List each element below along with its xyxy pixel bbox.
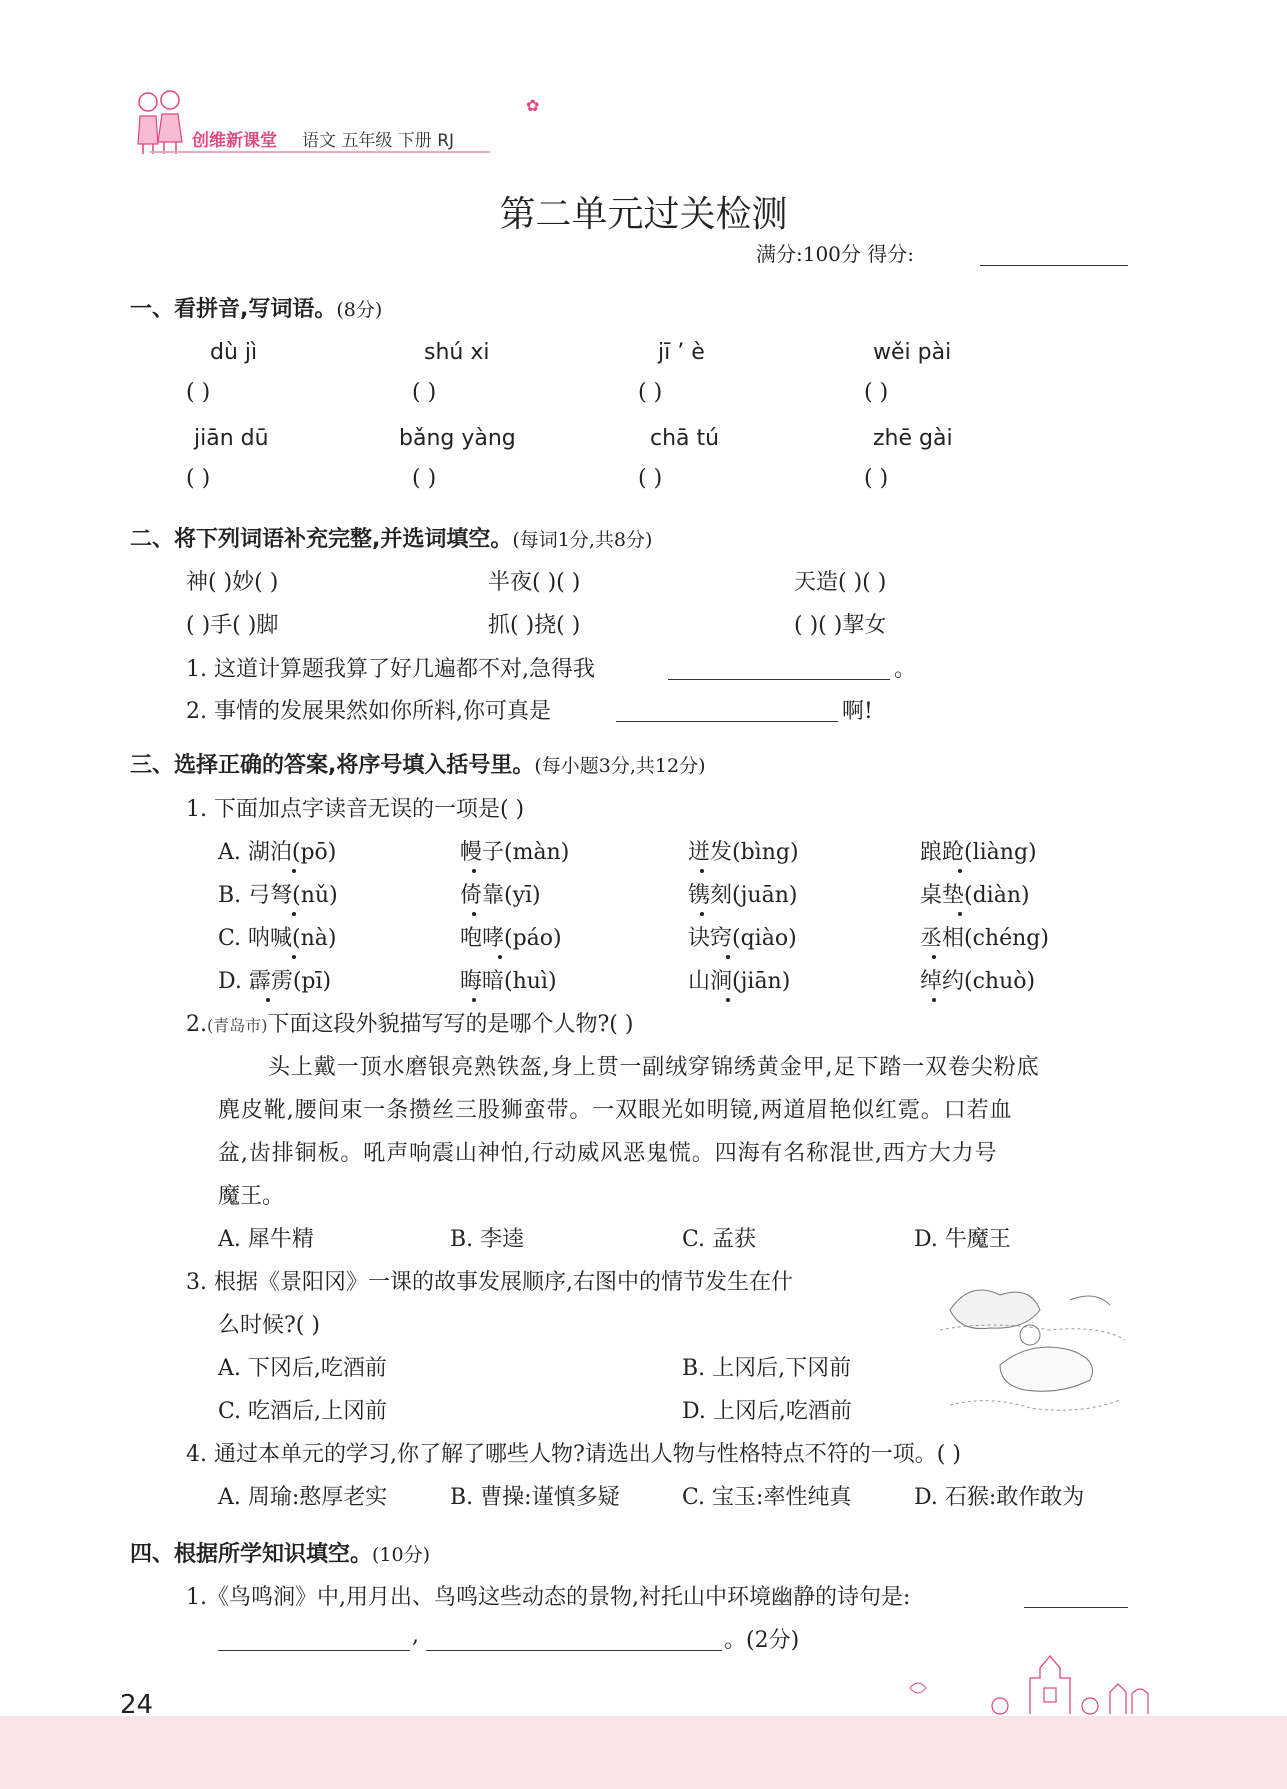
choice-question-1: 1. 下面加点字读音无误的一项是( ) (186, 797, 525, 822)
section2-heading: 二、将下列词语补充完整,并选词填空。(每词1分,共8分) (130, 527, 653, 552)
option-text[interactable]: A. 湖泊(pō) (218, 840, 337, 865)
answer-bracket[interactable]: ( ) (638, 466, 663, 491)
fill-question-poem-mid: , (412, 1623, 419, 1648)
emphasis-dot (700, 912, 704, 916)
passage-line: 魔王。 (218, 1184, 285, 1209)
emphasis-dot (292, 912, 296, 916)
emphasis-dot (472, 869, 476, 873)
option-text[interactable]: A. 下冈后,吃酒前 (218, 1356, 387, 1381)
option-text[interactable]: 绰约(chuò) (920, 969, 1036, 994)
pinyin-6: bǎng yàng (399, 426, 516, 451)
emphasis-dot (932, 955, 936, 959)
pinyin-7: chā tú (650, 426, 720, 451)
option-text[interactable]: 镌刻(juān) (688, 883, 798, 908)
option-text[interactable]: C. 孟获 (682, 1227, 757, 1252)
option-text[interactable]: C. 呐喊(nà) (218, 926, 337, 951)
pinyin-5: jiān dū (194, 426, 269, 451)
emphasis-dot (292, 869, 296, 873)
option-text[interactable]: C. 吃酒后,上冈前 (218, 1399, 388, 1424)
emphasis-dot (726, 998, 730, 1002)
choice-question-2: 2.(青岛市)下面这段外貌描写写的是哪个人物?( ) (186, 1012, 634, 1037)
passage-line: 麂皮靴,腰间束一条攒丝三股狮蛮带。一双眼光如明镜,两道眉艳似红霓。口若血 (218, 1098, 1013, 1123)
fill-question-poem: 1.《鸟鸣涧》中,用月出、鸟鸣这些动态的景物,衬托山中环境幽静的诗句是: (186, 1585, 911, 1610)
section4-heading: 四、根据所学知识填空。(10分) (130, 1542, 431, 1567)
flower-icon: ✿ (526, 96, 540, 115)
answer-blank[interactable] (616, 721, 838, 722)
idiom-item[interactable]: ( )手( )脚 (186, 613, 279, 638)
answer-bracket[interactable]: ( ) (186, 380, 211, 405)
answer-bracket[interactable]: ( ) (864, 466, 889, 491)
pinyin-3: jī ’ è (658, 340, 705, 365)
section1-heading: 一、看拼音,写词语。(8分) (130, 297, 383, 322)
wusong-tiger-illustration (930, 1270, 1130, 1420)
fill-question-1-end: 。 (894, 657, 917, 682)
option-text[interactable]: 山涧(jiān) (688, 969, 791, 994)
answer-bracket[interactable]: ( ) (186, 466, 211, 491)
option-text[interactable]: 诀窍(qiào) (688, 926, 797, 951)
passage-line: 头上戴一顶水磨银亮熟铁盔,身上贯一副绒穿锦绣黄金甲,足下踏一双卷尖粉底 (268, 1055, 1040, 1080)
option-text[interactable]: 晦暗(huì) (460, 969, 557, 994)
emphasis-dot (700, 869, 704, 873)
answer-bracket[interactable]: ( ) (864, 380, 889, 405)
emphasis-dot (726, 955, 730, 959)
choice-question-3: 3. 根据《景阳冈》一课的故事发展顺序,右图中的情节发生在什 (186, 1270, 793, 1295)
emphasis-dot (498, 955, 502, 959)
option-text[interactable]: 迸发(bìng) (688, 840, 799, 865)
question-source: (青岛市) (207, 1016, 268, 1035)
pinyin-1: dù jì (210, 340, 258, 365)
option-text[interactable]: D. 石猴:敢作敢为 (914, 1485, 1085, 1510)
answer-bracket[interactable]: ( ) (412, 466, 437, 491)
option-text[interactable]: D. 上冈后,吃酒前 (682, 1399, 852, 1424)
choice-question-4: 4. 通过本单元的学习,你了解了哪些人物?请选出人物与性格特点不符的一项。( ) (186, 1442, 961, 1467)
score-blank[interactable] (980, 265, 1128, 266)
emphasis-dot (292, 955, 296, 959)
fill-question-poem-end: 。(2分) (724, 1628, 800, 1653)
idiom-item[interactable]: ( )( )挈女 (794, 613, 887, 638)
option-text[interactable]: 桌垫(diàn) (920, 883, 1030, 908)
option-text[interactable]: D. 霹雳(pī) (218, 969, 332, 994)
answer-blank[interactable] (668, 679, 890, 680)
page-title: 第二单元过关检测 (499, 194, 788, 235)
header-subtitle: 语文 五年级 下册 RJ (302, 131, 455, 151)
emphasis-dot (472, 912, 476, 916)
page-number: 24 (120, 1690, 154, 1720)
idiom-item[interactable]: 半夜( )( ) (488, 570, 581, 595)
option-text[interactable]: B. 弓弩(nǔ) (218, 883, 338, 908)
answer-blank[interactable] (1024, 1607, 1128, 1608)
castle-illustration (880, 1648, 1170, 1718)
option-text[interactable]: C. 宝玉:率性纯真 (682, 1485, 852, 1510)
passage-line: 盆,齿排铜板。吼声响震山神怕,行动威风恶鬼慌。四海有名称混世,西方大力号 (218, 1141, 998, 1166)
choice-question-3-cont: 么时候?( ) (218, 1313, 320, 1338)
fill-question-1: 1. 这道计算题我算了好几遍都不对,急得我 (186, 657, 595, 682)
answer-bracket[interactable]: ( ) (412, 380, 437, 405)
section3-heading: 三、选择正确的答案,将序号填入括号里。(每小题3分,共12分) (130, 753, 706, 778)
option-text[interactable]: B. 上冈后,下冈前 (682, 1356, 852, 1381)
pinyin-8: zhē gài (873, 426, 953, 451)
option-text[interactable]: A. 周瑜:憨厚老实 (218, 1485, 388, 1510)
answer-bracket[interactable]: ( ) (638, 380, 663, 405)
idiom-item[interactable]: 天造( )( ) (794, 570, 887, 595)
option-text[interactable]: A. 犀牛精 (218, 1227, 314, 1252)
pinyin-2: shú xi (424, 340, 490, 365)
answer-blank[interactable] (426, 1650, 722, 1651)
option-text[interactable]: B. 曹操:谨慎多疑 (450, 1485, 620, 1510)
option-text[interactable]: B. 李逵 (450, 1227, 525, 1252)
emphasis-dot (472, 998, 476, 1002)
fill-question-2-end: 啊! (842, 699, 873, 724)
idiom-item[interactable]: 抓( )挠( ) (488, 613, 581, 638)
emphasis-dot (266, 998, 270, 1002)
emphasis-dot (958, 912, 962, 916)
emphasis-dot (932, 998, 936, 1002)
header-rule (150, 151, 490, 153)
idiom-item[interactable]: 神( )妙( ) (186, 570, 279, 595)
emphasis-dot (958, 869, 962, 873)
option-text[interactable]: 踉跄(liàng) (920, 840, 1037, 865)
header-girls-illustration (128, 86, 192, 156)
option-text[interactable]: 幔子(màn) (460, 840, 570, 865)
header-brand: 创维新课堂 (192, 131, 277, 151)
option-text[interactable]: 咆哮(páo) (460, 926, 562, 951)
footer-band (0, 1716, 1287, 1789)
option-text[interactable]: D. 牛魔王 (914, 1227, 1011, 1252)
score-line: 满分:100分 得分: (756, 242, 915, 266)
fill-question-2: 2. 事情的发展果然如你所料,你可真是 (186, 699, 551, 724)
option-text[interactable]: 丞相(chéng) (920, 926, 1049, 951)
pinyin-4: wěi pài (873, 340, 952, 365)
answer-blank[interactable] (218, 1650, 410, 1651)
option-text[interactable]: 倚靠(yī) (460, 883, 541, 908)
